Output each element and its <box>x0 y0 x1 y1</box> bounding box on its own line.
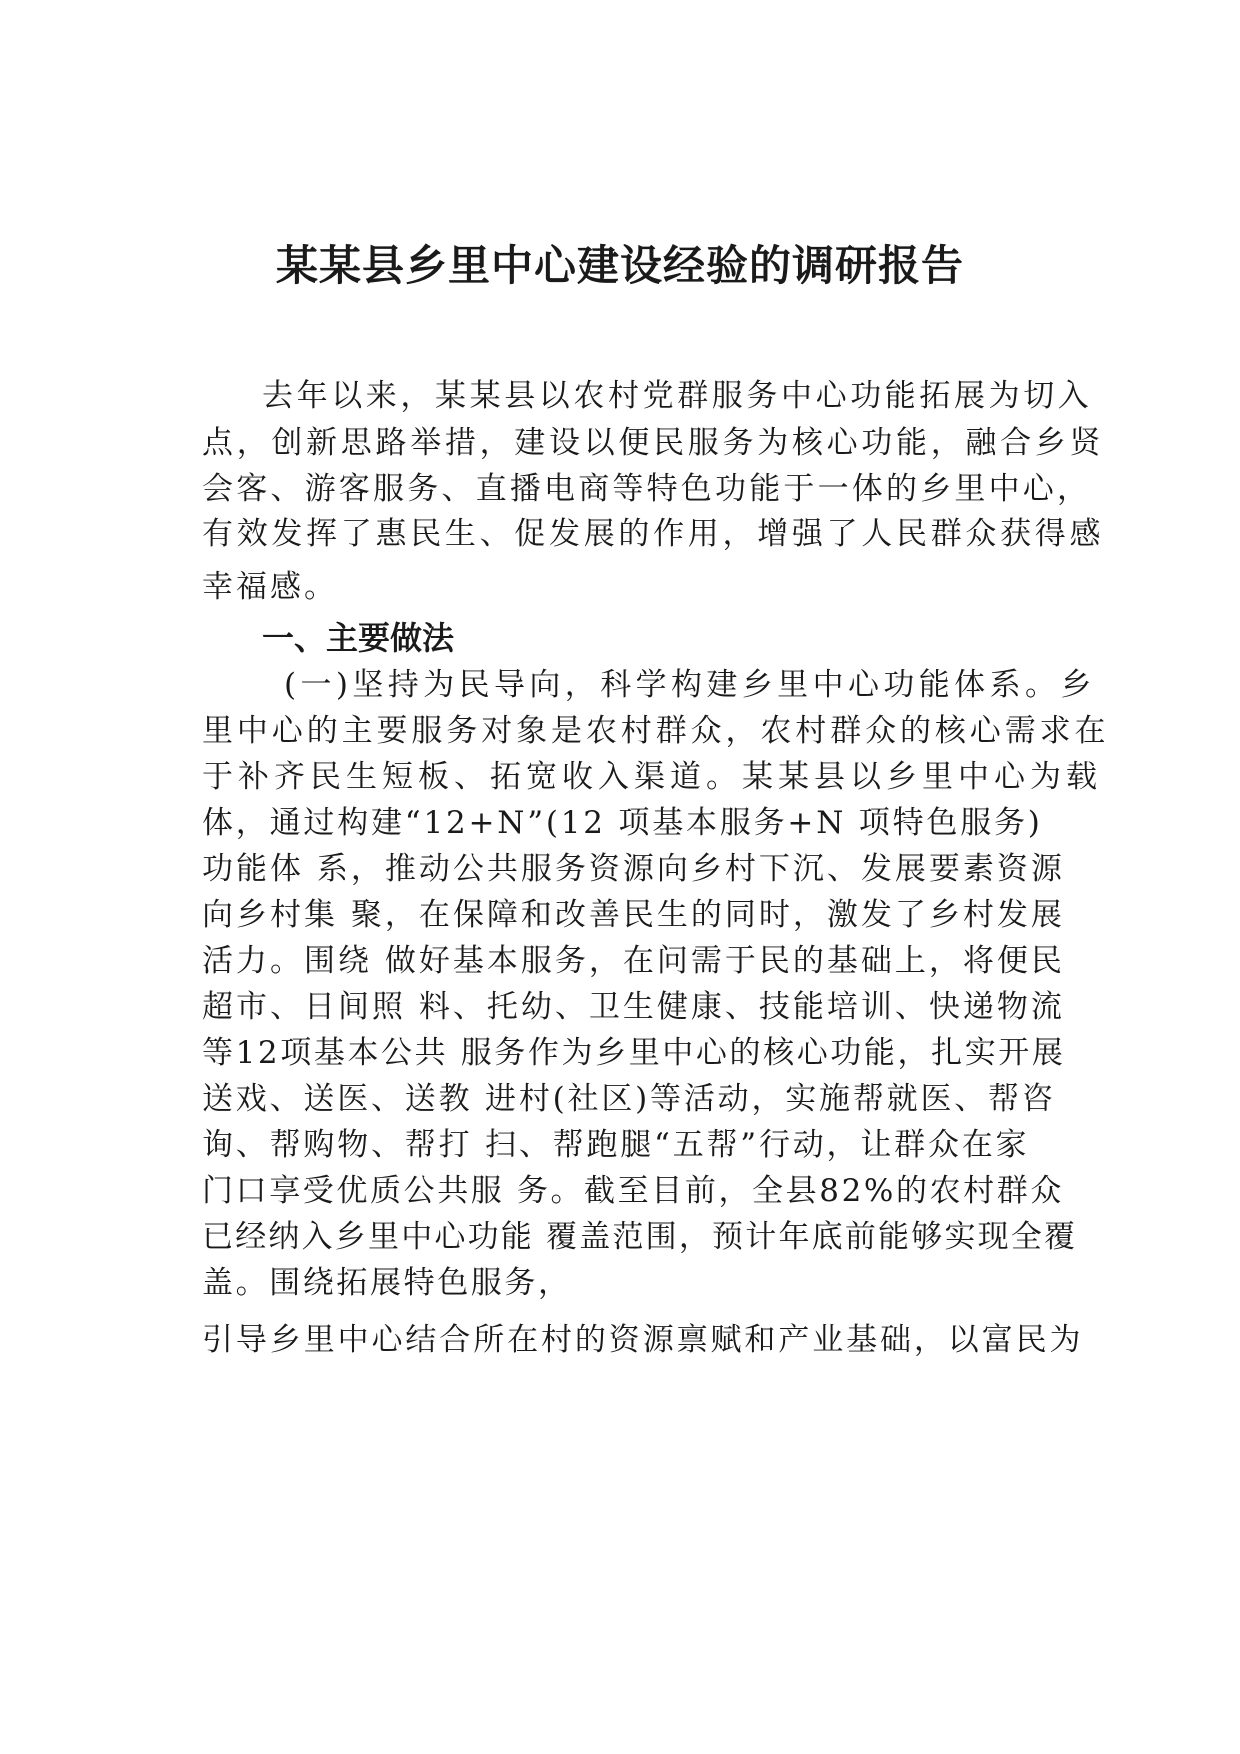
intro-line: 会客、游客服务、直播电商等特色功能于一体的乡里中心， <box>202 471 1092 507</box>
body-line: 体，通过构建“12+N”(12 项基本服务+N 项特色服务) <box>202 805 1043 841</box>
body-line: 门口享受优质公共服 务。截至目前，全县82%的农村群众 <box>202 1173 1064 1209</box>
body-line: (一)坚持为民导向，科学构建乡里中心功能体系。乡 <box>284 667 1096 703</box>
body-line: 已经纳入乡里中心功能 覆盖范围，预计年底前能够实现全覆 <box>202 1219 1078 1255</box>
intro-line: 幸福感。 <box>202 569 338 605</box>
section-heading: 一、主要做法 <box>262 619 455 657</box>
body-line: 送戏、送医、送教 进村(社区)等活动，实施帮就医、帮咨 <box>202 1081 1056 1117</box>
document-title: 某某县乡里中心建设经验的调研报告 <box>275 241 964 290</box>
body-line: 功能体 系，推动公共服务资源向乡村下沉、发展要素资源 <box>202 851 1065 887</box>
intro-line: 有效发挥了惠民生、促发展的作用，增强了人民群众获得感 <box>202 516 1105 552</box>
body-line: 向乡村集 聚，在保障和改善民生的同时，激发了乡村发展 <box>202 897 1065 933</box>
body-line: 盖。围绕拓展特色服务， <box>202 1265 572 1301</box>
intro-line: 去年以来，某某县以农村党群服务中心功能拓展为切入 <box>262 378 1093 414</box>
body-line: 等12项基本公共 服务作为乡里中心的核心功能，扎实开展 <box>202 1035 1066 1071</box>
intro-line: 点，创新思路举措，建设以便民服务为核心功能，融合乡贤 <box>202 425 1105 461</box>
body-line: 超市、日间照 料、托幼、卫生健康、技能培训、快递物流 <box>202 989 1065 1025</box>
body-line: 引导乡里中心结合所在村的资源禀赋和产业基础，以富民为 <box>202 1322 1084 1358</box>
body-line: 活力。围绕 做好基本服务，在问需于民的基础上，将便民 <box>202 943 1065 979</box>
body-line: 询、帮购物、帮打 扫、帮跑腿“五帮”行动，让群众在家 <box>202 1127 1030 1163</box>
body-line: 里中心的主要服务对象是农村群众，农村群众的核心需求在 <box>202 713 1110 749</box>
body-line: 于补齐民生短板、拓宽收入渠道。某某县以乡里中心为载 <box>202 759 1102 795</box>
